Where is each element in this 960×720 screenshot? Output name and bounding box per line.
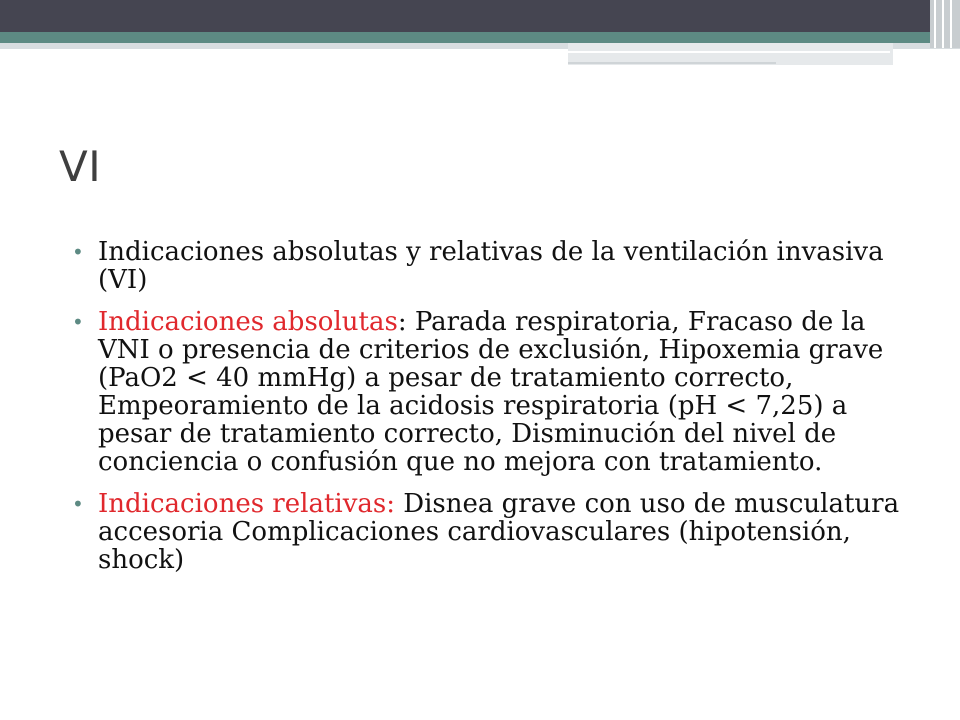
teal-accent-bar [0,32,960,43]
edge-stripe [950,0,952,48]
edge-stripe [942,0,944,48]
edge-stripes-decoration [930,0,960,48]
bullet-dot-icon: • [72,492,84,516]
bullet-text: : Parada respiratoria, Fracaso de la VNI o presencia de criterios de exclusión, Hipoxemia grave (PaO2 < 40 mmHg) a pesar de tratamiento correcto, Empeoramiento de la acidosis respiratoria (pH < 7,25) a pesar de tratamiento correcto, Disminución del nivel de conciencia o confusión que no mejora con tratamiento. [98,307,884,477]
bullet-list [72,238,912,588]
bullet-item [72,308,912,476]
edge-stripe [934,0,936,48]
bullet-highlight: Indicaciones absolutas [98,307,398,337]
decorative-line [568,51,890,53]
bullet-text: Disnea grave con uso de musculatura accesoria Complicaciones cardiovasculares (hipotensión, shock) [98,489,900,575]
bullet-item [72,238,912,294]
bullet-dot-icon: • [72,310,84,334]
bullet-dot-icon: • [72,240,84,264]
decorative-line [568,62,776,64]
top-header-bar [0,0,960,32]
bullet-highlight: Indicaciones relativas: [98,489,395,519]
bullet-text: Indicaciones absolutas y relativas de la ventilación invasiva (VI) [98,237,884,295]
slide-title: VI [59,142,102,191]
bullet-item [72,490,912,574]
